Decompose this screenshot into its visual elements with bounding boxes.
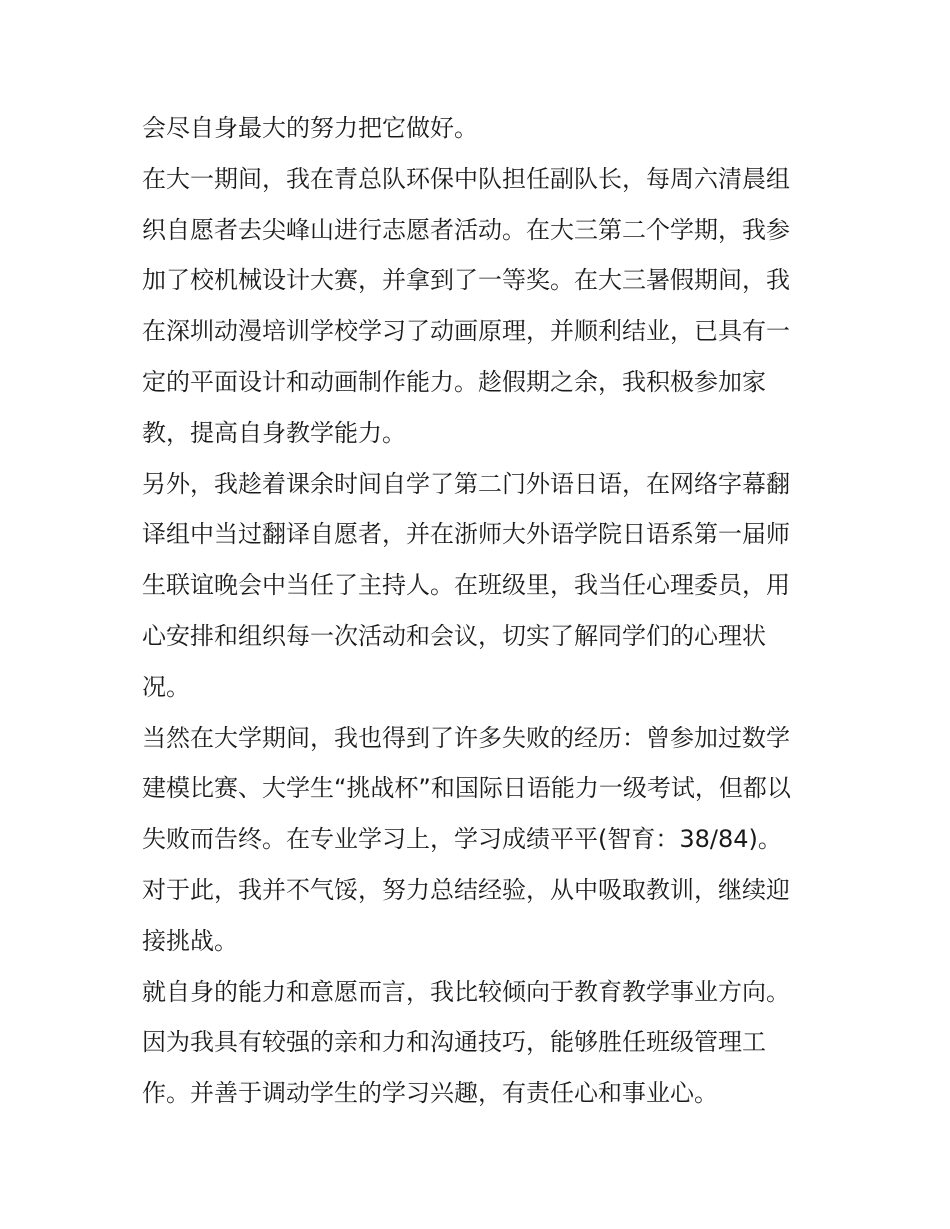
paragraph (142, 154, 832, 459)
text-line: 对于此，我并不气馁，努力总结经验，从中吸取教训，继续迎 (142, 875, 790, 904)
text-line: 另外，我趁着课余时间自学了第二门外语日语，在网络字幕翻 (142, 469, 790, 498)
text-line: 就自身的能力和意愿而言，我比较倾向于教育教学事业方向。 (142, 977, 790, 1006)
text-line: 会尽自身最大的努力把它做好。 (142, 114, 478, 142)
text-line: 教，提高自身教学能力。 (142, 418, 406, 447)
text-line: 因为我具有较强的亲和力和沟通技巧，能够胜任班级管理工 (142, 1028, 766, 1057)
text-line: 心安排和组织每一次活动和会议，切实了解同学们的心理状 (142, 621, 766, 650)
text-line: 在深圳动漫培训学校学习了动画原理，并顺利结业，已具有一 (142, 317, 790, 346)
text-line: 当然在大学期间，我也得到了许多失败的经历：曾参加过数学 (142, 723, 790, 752)
text-line: 译组中当过翻译自愿者，并在浙师大外语学院日语系第一届师 (142, 520, 790, 549)
paragraph (142, 103, 832, 154)
paragraph (142, 459, 832, 713)
text-line: 生联谊晚会中当任了主持人。在班级里，我当任心理委员，用 (142, 571, 790, 600)
text-line: 加了校机械设计大赛，并拿到了一等奖。在大三暑假期间，我 (142, 266, 790, 295)
text-line: 定的平面设计和动画制作能力。趁假期之余，我积极参加家 (142, 367, 766, 396)
text-line: 建模比赛、大学生“挑战杯”和国际日语能力一级考试，但都以 (142, 774, 791, 803)
text-line: 作。并善于调动学生的学习兴趣，有责任心和事业心。 (142, 1079, 718, 1108)
document-page (142, 103, 832, 1119)
text-line: 况。 (142, 672, 190, 701)
paragraph (142, 713, 832, 967)
text-line: 在大一期间，我在青总队环保中队担任副队长，每周六清晨组 (142, 164, 790, 193)
text-line: 失败而告终。在专业学习上，学习成绩平平(智育：38/84)。 (142, 825, 782, 854)
paragraph (142, 967, 832, 1119)
text-line: 织自愿者去尖峰山进行志愿者活动。在大三第二个学期，我参 (142, 215, 790, 244)
text-line: 接挑战。 (142, 926, 238, 955)
